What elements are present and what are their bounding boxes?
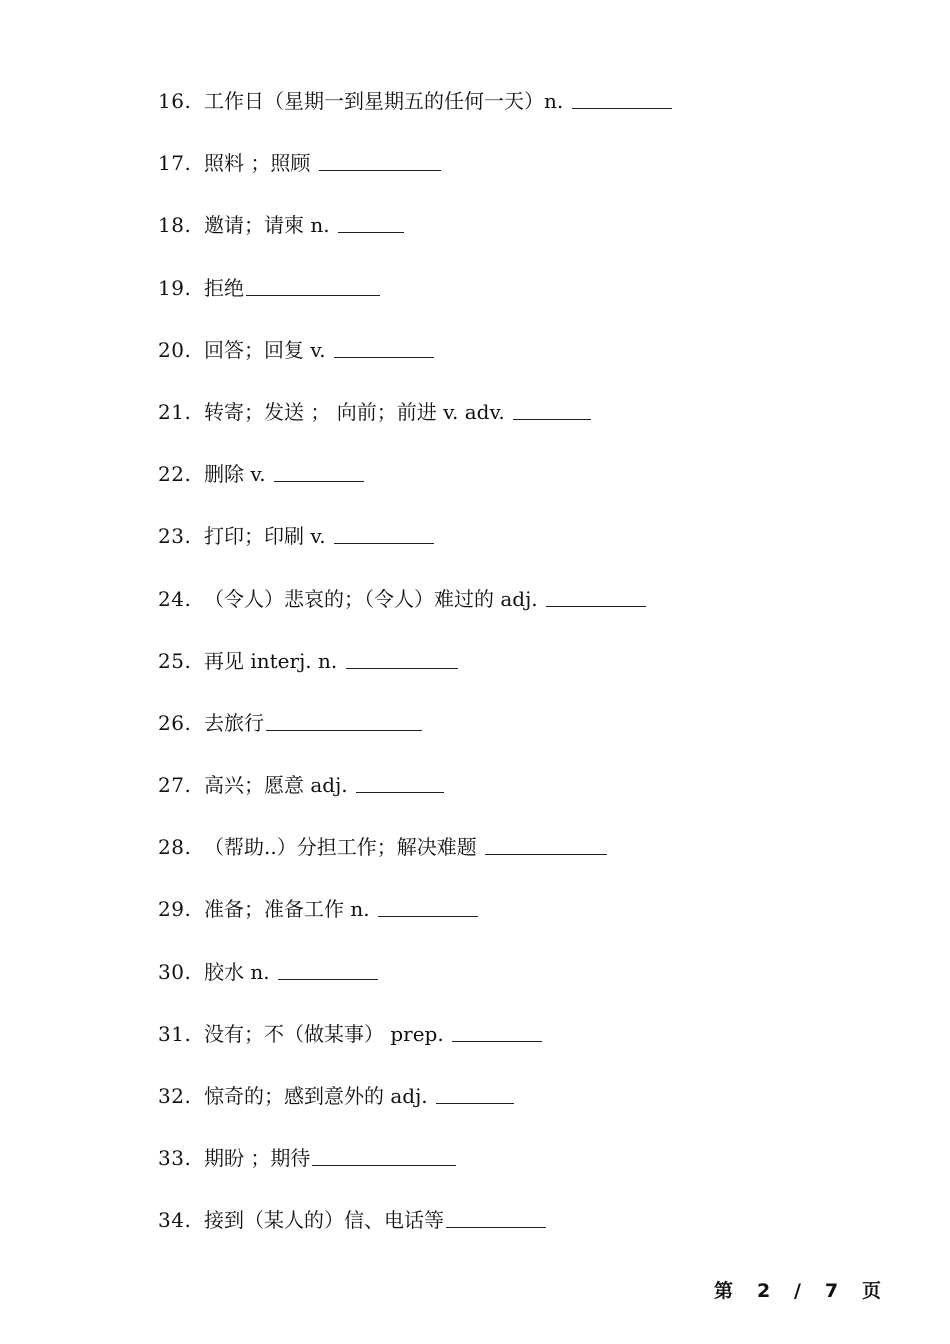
answer-blank[interactable] xyxy=(356,768,444,793)
item-number: 20. xyxy=(158,337,192,362)
item-prompt: 胶水 n. xyxy=(204,959,276,984)
item-number: 18. xyxy=(158,213,192,238)
answer-blank[interactable] xyxy=(274,457,364,482)
item-prompt: 没有；不（做某事） prep. xyxy=(204,1021,451,1046)
item-number: 19. xyxy=(158,275,192,300)
list-item xyxy=(158,955,898,1017)
list-item xyxy=(158,146,898,208)
item-prompt: 邀请；请柬 n. xyxy=(204,213,336,238)
item-number: 28. xyxy=(158,835,192,860)
item-number: 22. xyxy=(158,462,192,487)
list-item xyxy=(158,892,898,954)
list-item xyxy=(158,768,898,830)
item-prompt: 打印；印刷 v. xyxy=(204,524,332,549)
item-number: 29. xyxy=(158,897,192,922)
list-item xyxy=(158,333,898,395)
item-number: 16. xyxy=(158,89,192,113)
answer-blank[interactable] xyxy=(246,271,380,296)
list-item xyxy=(158,519,898,581)
item-prompt: （帮助..）分担工作；解决难题 xyxy=(204,835,484,860)
page-total: 7 xyxy=(824,1280,840,1302)
item-number: 30. xyxy=(158,959,192,984)
page-prefix: 第 xyxy=(714,1280,735,1302)
answer-blank[interactable] xyxy=(378,892,478,917)
item-prompt: 惊奇的；感到意外的 adj. xyxy=(204,1084,434,1108)
answer-blank[interactable] xyxy=(513,395,591,420)
item-number: 26. xyxy=(158,710,192,735)
answer-blank[interactable] xyxy=(485,830,607,855)
list-item xyxy=(158,457,898,519)
item-prompt: 接到（某人的）信、电话等 xyxy=(204,1208,444,1233)
item-number: 17. xyxy=(158,151,192,176)
list-item xyxy=(158,1141,898,1203)
item-number: 24. xyxy=(158,586,192,611)
item-prompt: 再见 interj. n. xyxy=(204,648,344,673)
item-number: 31. xyxy=(158,1021,192,1046)
item-number: 34. xyxy=(158,1208,192,1233)
answer-blank[interactable] xyxy=(278,955,378,980)
list-item xyxy=(158,830,898,892)
item-prompt: 拒绝 xyxy=(204,275,244,300)
answer-blank[interactable] xyxy=(338,208,404,233)
item-prompt: （令人）悲哀的；（令人）难过的 adj. xyxy=(204,586,544,611)
answer-blank[interactable] xyxy=(446,1203,546,1228)
item-number: 25. xyxy=(158,648,192,673)
answer-blank[interactable] xyxy=(312,1141,456,1166)
list-item xyxy=(158,271,898,333)
answer-blank[interactable] xyxy=(436,1079,514,1104)
list-item xyxy=(158,706,898,768)
page-suffix: 页 xyxy=(861,1280,882,1302)
list-item xyxy=(158,644,898,706)
answer-blank[interactable] xyxy=(334,519,434,544)
list-item xyxy=(158,1079,898,1141)
item-prompt: 去旅行 xyxy=(204,710,264,735)
item-prompt: 工作日（星期一到星期五的任何一天）n. xyxy=(204,89,570,113)
answer-blank[interactable] xyxy=(572,84,672,109)
item-number: 23. xyxy=(158,524,192,549)
vocabulary-list xyxy=(158,84,898,1266)
answer-blank[interactable] xyxy=(452,1017,542,1042)
item-prompt: 高兴；愿意 adj. xyxy=(204,773,354,798)
list-item xyxy=(158,84,898,146)
page-number xyxy=(714,1276,882,1303)
item-prompt: 回答；回复 v. xyxy=(204,337,332,362)
item-prompt: 删除 v. xyxy=(204,462,272,487)
list-item xyxy=(158,582,898,644)
page-separator: / xyxy=(794,1280,802,1302)
answer-blank[interactable] xyxy=(334,333,434,358)
page-current: 2 xyxy=(756,1280,772,1302)
answer-blank[interactable] xyxy=(266,706,422,731)
item-number: 21. xyxy=(158,399,192,424)
list-item xyxy=(158,208,898,270)
item-prompt: 期盼 ；期待 xyxy=(204,1146,311,1171)
item-number: 32. xyxy=(158,1084,192,1108)
list-item xyxy=(158,395,898,457)
answer-blank[interactable] xyxy=(346,644,458,669)
list-item xyxy=(158,1017,898,1079)
item-prompt: 转寄；发送 ； 向前；前进 v. adv. xyxy=(204,399,512,424)
answer-blank[interactable] xyxy=(546,582,646,607)
item-number: 33. xyxy=(158,1146,192,1171)
answer-blank[interactable] xyxy=(319,146,441,171)
list-item xyxy=(158,1203,898,1265)
item-prompt: 准备；准备工作 n. xyxy=(204,897,376,922)
item-prompt: 照料 ；照顾 xyxy=(204,151,317,176)
item-number: 27. xyxy=(158,773,192,798)
